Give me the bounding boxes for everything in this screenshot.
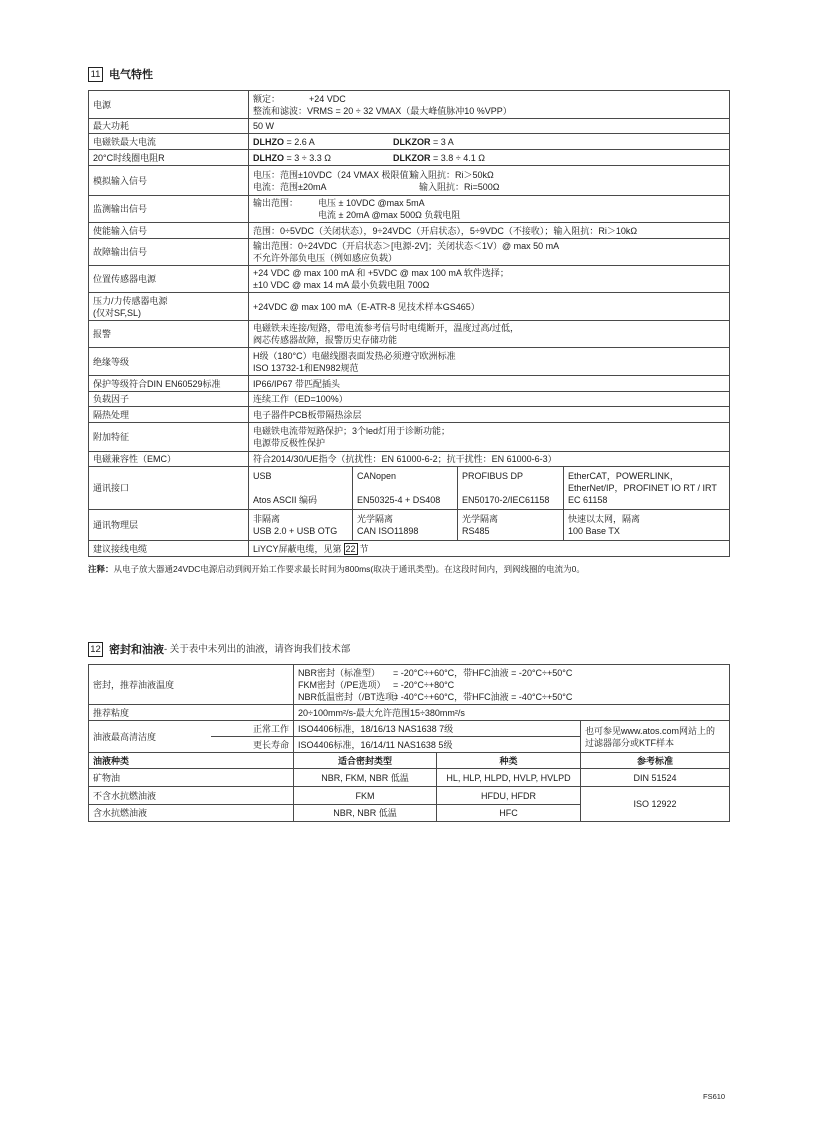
- voltage-range: 电压：范围±10VDC（24 VMAX 极限值）: [253, 169, 418, 180]
- text-line: H级（180°C）电磁线圈表面发热必须遵守欧洲标准: [253, 350, 456, 361]
- row-label: 负载因子: [89, 392, 249, 407]
- model-b-entry: [393, 153, 485, 163]
- note: [88, 563, 729, 575]
- row-label: 电源: [89, 91, 249, 119]
- table-row-duty-factor: [89, 392, 730, 407]
- seal-type: NBR密封（标准型）: [298, 667, 381, 678]
- reference-standard: DIN 51524: [581, 769, 730, 787]
- section-number: 11: [88, 67, 103, 82]
- current-range: 电流：范围±20mA: [253, 181, 327, 192]
- reference-standard: ISO 12922: [581, 787, 730, 822]
- table-row-max-power: [89, 119, 730, 134]
- electrical-characteristics-block: [88, 90, 729, 575]
- table-header-row: [89, 753, 730, 769]
- text-line: USB 2.0 + USB OTG: [253, 526, 338, 536]
- text-line: EtherCAT，POWERLINK，: [568, 471, 679, 481]
- model-value: = 3.8 ÷ 4.1 Ω: [433, 152, 485, 163]
- section-title: 密封和油液: [109, 643, 164, 656]
- note-label: 注释：: [88, 564, 114, 574]
- text-line: EN50170-2/IEC61158: [462, 495, 550, 505]
- model-value: = 3 ÷ 3.3 Ω: [286, 152, 331, 163]
- table-row-physical-layer: [89, 510, 730, 541]
- note-text: 从电子放大器通24VDC电源启动到阀开始工作要求最长时间为800ms(取决于通讯类型)。在这段时间内，到阀线圈的电流为0。: [113, 564, 585, 574]
- text-line: 输出范围：0÷24VDC（开启状态＞[电源-2V]；关闭状态＜1V）@ max 50 mA: [253, 241, 560, 251]
- row-value: 连续工作（ED=100%）: [249, 392, 730, 407]
- row-label: 附加特征: [89, 423, 249, 452]
- table-row-communication-interface: [89, 467, 730, 510]
- model-value: = 3 A: [433, 136, 454, 147]
- row-value: ISO4406标准，18/16/13 NAS1638 7级: [294, 721, 581, 737]
- physical-usb-cell: [249, 510, 353, 541]
- table-row-monitor-output: [89, 196, 730, 223]
- section-title: 电气特性: [109, 68, 153, 81]
- fluid-classification: HFDU, HFDR: [437, 787, 581, 805]
- text-line: 100 Base TX: [568, 526, 620, 536]
- row-label: 电磁兼容性（EMC）: [89, 452, 249, 467]
- table-row: [89, 787, 730, 805]
- row-value: 50 W: [249, 119, 730, 134]
- text-line: [253, 169, 725, 181]
- row-label: 使能输入信号: [89, 223, 249, 239]
- row-value: 20÷100mm²/s-最大允许范围15÷380mm²/s: [294, 705, 730, 721]
- voltage-impedance: 输入阻抗：Ri＞50kΩ: [410, 169, 494, 180]
- label-line: 压力/力传感器电源: [93, 295, 168, 306]
- row-value: [249, 91, 730, 119]
- fluid-name: 不含水抗燃油液: [89, 787, 294, 805]
- row-label: 故障输出信号: [89, 239, 249, 266]
- text-line: 电磁铁未连接/短路，带电流参考信号时电缆断开，温度过高/过低，: [253, 323, 520, 333]
- table-row-alarms: [89, 321, 730, 348]
- text-line: 也可参见www.atos.com网站上的: [585, 725, 716, 736]
- row-label: 监测输出信号: [89, 196, 249, 223]
- model-b-entry: [393, 137, 454, 147]
- row-value: 符合2014/30/UE指令（抗扰性：EN 61000-6-2；抗干扰性：EN 61000-6-3）: [249, 452, 730, 467]
- text-line: [298, 679, 725, 691]
- seal-types: NBR, FKM, NBR 低温: [294, 769, 437, 787]
- cable-suffix: 节: [359, 543, 369, 554]
- output-range-label: 输出范围：: [253, 198, 299, 208]
- row-label: 通讯物理层: [89, 510, 249, 541]
- temperature-range: = -20°C÷+60°C，带HFC油液 = -20°C÷+50°C: [393, 667, 573, 678]
- text-line: 电源带反极性保护: [253, 438, 326, 448]
- row-value: [249, 150, 730, 166]
- table-row-power-supply: [89, 91, 730, 119]
- section-subtitle: - 关于表中未列出的油液，请咨询我们技术部: [164, 643, 351, 655]
- seals-fluids-block: [88, 664, 729, 822]
- row-label: 油液最高清洁度: [89, 721, 211, 753]
- row-label: 电磁铁最大电流: [89, 134, 249, 150]
- text-line: +24 VDC @ max 100 mA 和 +5VDC @ max 100 mA 软件选择；: [253, 268, 509, 278]
- row-label: 推荐粘度: [89, 705, 294, 721]
- model-name: DLHZO: [253, 152, 284, 163]
- row-label: 密封，推荐油液温度: [89, 665, 294, 705]
- table-row: [89, 769, 730, 787]
- text-line: 整流和滤波：VRMS = 20 ÷ 32 VMAX（最大峰值脉冲10 %VPP）: [253, 105, 512, 116]
- section-reference-box: 22: [345, 543, 356, 554]
- row-value: [249, 266, 730, 293]
- text-line: EN50325-4 + DS408: [357, 495, 441, 505]
- seal-type: NBR低温密封（/BT选项）: [298, 691, 404, 702]
- table-row-viscosity: [89, 705, 730, 721]
- electrical-characteristics-table: [88, 90, 730, 557]
- text-line: 快速以太网，隔离: [568, 514, 641, 524]
- text-line: 光学隔离: [357, 514, 394, 524]
- table-row-analog-input: [89, 166, 730, 196]
- section-12-header: [88, 642, 350, 657]
- row-label: 模拟输入信号: [89, 166, 249, 196]
- table-row-coil-resistance: [89, 150, 730, 166]
- table-row-enable-input: [89, 223, 730, 239]
- table-row-protection-degree: [89, 376, 730, 392]
- row-value: [249, 321, 730, 348]
- model-a-entry: [253, 152, 393, 164]
- current-output: 电流 ± 20mA @max 500Ω 负载电阻: [318, 210, 461, 220]
- fluid-classification: HFC: [437, 805, 581, 822]
- row-value: 范围：0÷5VDC（关闭状态），9÷24VDC（开启状态），5÷9VDC（不接收）；输入阻抗：Ri＞10kΩ: [249, 223, 730, 239]
- table-row-insulation-class: [89, 348, 730, 376]
- seals-fluids-table: [88, 664, 730, 822]
- cable-text: LiYCY屏蔽电缆，见第: [253, 543, 342, 554]
- row-label: 通讯接口: [89, 467, 249, 510]
- physical-can-cell: [353, 510, 458, 541]
- table-row-pressure-sensor-supply: [89, 293, 730, 321]
- fluid-name: 矿物油: [89, 769, 294, 787]
- section-11-header: [88, 67, 153, 82]
- row-value: [249, 196, 730, 223]
- rated-value: +24 VDC: [309, 93, 346, 104]
- table-row-position-sensor-supply: [89, 266, 730, 293]
- text-line: EC 61158: [568, 495, 608, 505]
- text-line: ±10 VDC @ max 14 mA 最小负载电阻 700Ω: [253, 280, 430, 290]
- row-label: 建议接线电缆: [89, 541, 249, 557]
- physical-rs485-cell: [458, 510, 564, 541]
- text-line: [298, 691, 725, 703]
- row-label: 报警: [89, 321, 249, 348]
- see-also-note: [581, 721, 730, 753]
- text-line: RS485: [462, 526, 490, 536]
- row-label: 绝缘等级: [89, 348, 249, 376]
- column-header: 参考标准: [581, 753, 730, 769]
- text-line: 光学隔离: [462, 514, 499, 524]
- temperature-range: = -20°C÷+80°C: [393, 679, 455, 690]
- table-row-cleanliness-normal: [89, 721, 730, 737]
- comm-usb-cell: [249, 467, 353, 510]
- text-line: 非隔离: [253, 514, 281, 524]
- text-line: [298, 667, 725, 679]
- model-value: = 2.6 A: [286, 136, 315, 147]
- table-row-max-current: [89, 134, 730, 150]
- row-value: ISO4406标准，16/14/11 NAS1638 5级: [294, 737, 581, 753]
- seal-types: NBR, NBR 低温: [294, 805, 437, 822]
- row-label: 20°C时线圈电阻R: [89, 150, 249, 166]
- temperature-range: = -40°C÷+60°C，带HFC油液 = -40°C÷+50°C: [393, 691, 573, 702]
- label-line: (仅对SF,SL): [93, 307, 142, 318]
- text-line: CANopen: [357, 471, 397, 481]
- model-name: DLKZOR: [393, 136, 431, 147]
- text-line: 电磁铁电流带短路保护；3个led灯用于诊断功能；: [253, 426, 451, 436]
- table-row-recommended-cable: [89, 541, 730, 557]
- model-name: DLHZO: [253, 136, 284, 147]
- text-line: CAN ISO11898: [357, 526, 419, 536]
- current-impedance: 输入阻抗：Ri=500Ω: [419, 181, 500, 192]
- seal-type: FKM密封（/PE选项）: [298, 679, 386, 690]
- text-line: 阀芯传感器故障，报警历史存储功能: [253, 335, 398, 345]
- row-value: [294, 665, 730, 705]
- row-value: [249, 348, 730, 376]
- comm-profibus-cell: [458, 467, 564, 510]
- row-value: [249, 423, 730, 452]
- row-value: [249, 541, 730, 557]
- row-value: 电子器件PCB板带隔热涂层: [249, 407, 730, 423]
- row-value: [249, 166, 730, 196]
- voltage-output: 电压 ± 10VDC @max 5mA: [318, 198, 425, 208]
- row-value: +24VDC @ max 100 mA（E-ATR-8 见技术样本GS465）: [249, 293, 730, 321]
- model-name: DLKZOR: [393, 152, 431, 163]
- table-row-seal-temperature: [89, 665, 730, 705]
- fluid-classification: HL, HLP, HLPD, HVLP, HVLPD: [437, 769, 581, 787]
- table-row-tropicalization: [89, 407, 730, 423]
- physical-ethernet-cell: [564, 510, 730, 541]
- comm-canopen-cell: [353, 467, 458, 510]
- text-line: PROFIBUS DP: [462, 471, 524, 481]
- row-label: 最大功耗: [89, 119, 249, 134]
- table-row-fault-output: [89, 239, 730, 266]
- table-row-emc: [89, 452, 730, 467]
- page-code: FS610: [703, 1092, 726, 1101]
- text-line: ISO 13732-1和EN982规范: [253, 362, 359, 373]
- text-line: [253, 197, 725, 209]
- row-value: [249, 134, 730, 150]
- fluid-name: 含水抗燃油液: [89, 805, 294, 822]
- text-line: EtherNet/IP，PROFINET IO RT / IRT: [568, 483, 717, 493]
- row-label: 位置传感器电源: [89, 266, 249, 293]
- column-header: 油液种类: [89, 753, 294, 769]
- text-line: 不允许外部负电压（例如感应负载）: [253, 253, 398, 263]
- column-header: 种类: [437, 753, 581, 769]
- text-line: 过滤器部分或KTF样本: [585, 737, 675, 748]
- rated-label: 额定：: [253, 93, 281, 104]
- seal-types: FKM: [294, 787, 437, 805]
- model-a-entry: [253, 136, 393, 148]
- sub-label: 更长寿命: [211, 737, 294, 753]
- row-label: [89, 293, 249, 321]
- row-value: [249, 239, 730, 266]
- row-label: 保护等级符合DIN EN60529标准: [89, 376, 249, 392]
- section-number: 12: [88, 642, 103, 657]
- table-row-additional-features: [89, 423, 730, 452]
- text-line: Atos ASCII 编码: [253, 495, 318, 505]
- row-label: 隔热处理: [89, 407, 249, 423]
- text-line: [253, 93, 725, 105]
- sub-label: 正常工作: [211, 721, 294, 737]
- row-value: IP66/IP67 带匹配插头: [249, 376, 730, 392]
- column-header: 适合密封类型: [294, 753, 437, 769]
- text-line: USB: [253, 471, 272, 481]
- text-line: [253, 181, 725, 193]
- comm-ethernet-cell: [564, 467, 730, 510]
